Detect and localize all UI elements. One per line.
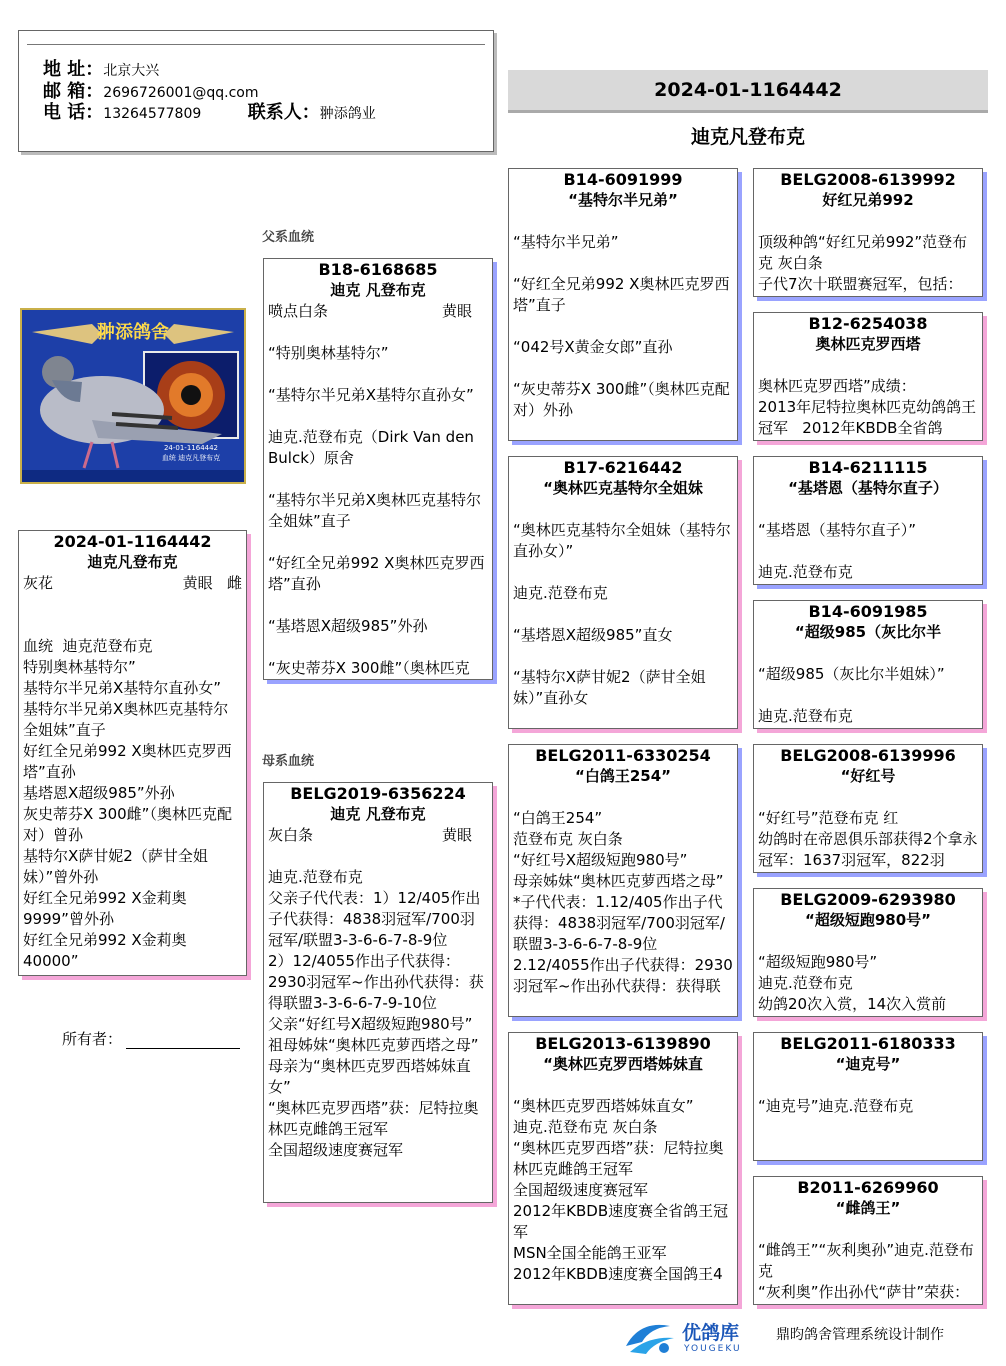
gen3-2-text: “奥林匹克基特尔全姐妹（基特尔直孙女）” 迪克.范登布克 “基塔恩X超级985”直女 “基特尔X萨甘妮2（萨甘全姐妹）”直孙女 [513, 521, 731, 707]
gen3-2-name: “奥林匹克基特尔全姐妹 [543, 479, 703, 497]
subject-eye-sex [183, 573, 242, 594]
gen4-card-7 [753, 1032, 983, 1161]
gen3-3-ring: BELG2011-6330254 [535, 746, 711, 765]
phone-line [43, 98, 376, 124]
sire-traits [264, 301, 492, 322]
dam-section-label: 母系血统 [262, 754, 315, 769]
gen4-1-text: 顶级种鸽“好红兄弟992”范登布克 灰白条 子代7次十联盟赛冠军，包括： [758, 233, 968, 293]
photo-banner: 翀添鸽舍 [97, 322, 169, 343]
subject-traits [19, 573, 246, 594]
gen3-4-ring: BELG2013-6139890 [535, 1034, 711, 1053]
dam-text: 迪克.范登布克 父亲子代代表：1）12/405作出子代获得：4838羽冠军/700羽冠军/联盟3-3-6-6-7-8-9位 2）12/4055作出子代获得：2930羽冠军~作出孙代获得：获得联盟3-3-6-6-7-9-10位 父亲“好红号X超级短跑980号” 祖母姊妹“奥林匹克萝西塔之母” 母亲为“奥林匹克罗西塔姊妹直女” “奥林匹克罗西塔”获：尼特拉奥林匹克雌鸽王冠军 全国超级速度赛冠军 [268, 868, 484, 1159]
sire-text: “特别奥林基特尔” “基特尔半兄弟X基特尔直孙女” 迪克.范登布克（Dirk Van den Bulck）原舍 “基特尔半兄弟X奥林匹克基特尔全姐妹”直子 “好红全兄弟992 X奥林匹克罗西塔”直孙 “基塔恩X超级985”外孙 “灰史蒂芬X 300雌”（奥林匹克 [268, 344, 485, 677]
subject-sex: 雌 [226, 574, 242, 592]
photo-caption-1: 24-01-1164442 [163, 444, 219, 452]
subject-name: 迪克凡登布克 [87, 553, 178, 571]
owner-label: 所有者： [62, 1030, 123, 1048]
gen3-card-3 [508, 744, 738, 1017]
gen4-8-ring: B2011-6269960 [797, 1178, 939, 1197]
gen3-3-text: “白鸽王254” 范登布克 灰白条 “好红号X超级短跑980号” 母亲姊妹“奥林匹克萝西塔之母” *子代代表：1.12/405作出子代获得：4838羽冠军/700羽冠军/联盟3-3-6-6-7-8-9位 2.12/4055作出子代获得：2930羽冠军~作出孙代获得：获得联 [513, 809, 733, 995]
gen4-4-ring: B14-6091985 [808, 602, 928, 621]
gen4-5-ring: BELG2008-6139996 [780, 746, 956, 765]
brand-name: 优鸽库 [682, 1322, 740, 1344]
gen4-5-text: “好红号”范登布克 红 幼鸽时在帝恩俱乐部获得2个拿永冠军：1637羽冠军，822羽 [758, 809, 978, 869]
divider [27, 44, 485, 45]
contact-label: 联系人： [247, 102, 320, 123]
owner-line [62, 1028, 240, 1049]
contact-card [18, 30, 494, 152]
gen4-5-name: “好红号 [840, 767, 896, 785]
gen4-6-text: “超级短跑980号” 迪克.范登布克 幼鸽20次入赏，14次入赏前 [758, 953, 947, 1013]
subject-color: 灰花 [23, 574, 54, 592]
gen4-4-text: “超级985（灰比尔半姐妹）” 迪克.范登布克 [758, 665, 945, 725]
sire-card [263, 258, 493, 680]
gen3-1-name: “基特尔半兄弟” [568, 191, 678, 209]
email-value: 2696726001@qq.com [103, 85, 259, 101]
gen3-1-text: “基特尔半兄弟” “好红全兄弟992 X奥林匹克罗西塔”直子 “042号X黄金女郎”直孙 “灰史蒂芬X 300雌”（奥林匹克配对）外孙 [513, 233, 730, 419]
dam-card [263, 782, 493, 1203]
gen3-2-ring: B17-6216442 [563, 458, 683, 477]
footer [620, 1316, 1000, 1360]
header-name: 迪克凡登布克 [690, 126, 805, 148]
gen4-2-ring: B12-6254038 [808, 314, 928, 333]
owner-signature-line [126, 1032, 240, 1049]
brand-logo-icon [620, 1316, 680, 1360]
gen3-1-ring: B14-6091999 [563, 170, 683, 189]
gen3-card-2 [508, 456, 738, 729]
gen4-7-name: “迪克号” [835, 1055, 901, 1073]
gen3-card-1 [508, 168, 738, 441]
gen4-8-text: “雌鸽王”“灰利奥孙”迪克.范登布克 “灰利奥”作出孙代“萨甘”荣获： [758, 1241, 974, 1301]
gen4-card-1 [753, 168, 983, 297]
gen4-6-name: “超级短跑980号” [804, 911, 932, 929]
brand-name-en: YOUGEKU [684, 1344, 742, 1354]
gen3-card-4 [508, 1032, 738, 1305]
dam-color: 灰白条 [268, 826, 314, 844]
gen4-card-6 [753, 888, 983, 1017]
gen4-3-text: “基塔恩（基特尔直子）” 迪克.范登布克 [758, 521, 917, 581]
gen4-card-2 [753, 312, 983, 441]
dam-traits [264, 825, 492, 846]
gen4-card-8 [753, 1176, 983, 1305]
subject-pedigree-text: 血统 迪克范登布克 特别奥林基特尔” 基特尔半兄弟X基特尔直孙女” 基特尔半兄弟X奥林匹克基特尔全姐妹”直子 好红全兄弟992 X奥林匹克罗西塔”直孙 基塔恩X超级985”外孙 灰史蒂芬X 300雌”（奥林匹克配对）曾孙 基特尔X萨甘妮2（萨甘全姐妹）”曾外孙 好红全兄弟992 X金莉奥9999”曾外孙 好红全兄弟992 X金莉奥40000” [23, 637, 232, 970]
gen4-2-text: 奥林匹克罗西塔”成绩： 2013年尼特拉奥林匹克幼鸽鸽王冠军 2012年KBDB全省鸽 [758, 377, 977, 437]
gen4-8-name: “雌鸽王” [835, 1199, 901, 1217]
phone-label: 电 话： [43, 102, 104, 123]
dam-ring: BELG2019-6356224 [290, 784, 466, 803]
sire-section-label: 父系血统 [262, 230, 315, 245]
footer-credit: 鼎昀鸽舍管理系统设计制作 [776, 1327, 944, 1343]
subject-ring: 2024-01-1164442 [53, 532, 212, 551]
sire-name: 迪克 凡登布克 [330, 281, 426, 299]
dam-eye: 黄眼 [441, 826, 472, 844]
gen4-card-4 [753, 600, 983, 729]
phone-value: 13264577809 [103, 106, 202, 122]
gen4-3-name: “基塔恩（基特尔直子） [788, 479, 948, 497]
address-value: 北京大兴 [103, 63, 160, 79]
subject-eye: 黄眼 [182, 574, 213, 592]
contact-value: 翀添鸽业 [319, 106, 376, 122]
photo-caption-2: 血统 迪克凡登布克 [161, 454, 221, 462]
gen4-2-name: 奥林匹克罗西塔 [815, 335, 921, 353]
gen3-3-name: “白鸽王254” [574, 767, 672, 785]
gen4-card-5 [753, 744, 983, 873]
address-label: 地 址： [43, 59, 104, 80]
gen4-1-name: 好红兄弟992 [822, 191, 914, 209]
pigeon-photo [20, 308, 246, 484]
gen4-1-ring: BELG2008-6139992 [780, 170, 956, 189]
gen3-4-name: “奥林匹克罗西塔姊妹直 [543, 1055, 703, 1073]
gen4-7-ring: BELG2011-6180333 [780, 1034, 956, 1053]
subject-card [18, 530, 247, 976]
gen4-4-name: “超级985（灰比尔半 [794, 623, 942, 641]
sire-eye: 黄眼 [441, 302, 472, 320]
gen4-3-ring: B14-6211115 [808, 458, 928, 477]
gen4-7-text: “迪克号”迪克.范登布克 [758, 1097, 914, 1115]
gen4-card-3 [753, 456, 983, 585]
header-ring: 2024-01-1164442 [508, 70, 988, 113]
sire-color: 喷点白条 [268, 302, 329, 320]
email-label: 邮 箱： [43, 81, 104, 102]
gen3-4-text: “奥林匹克罗西塔姊妹直女” 迪克.范登布克 灰白条 “奥林匹克罗西塔”获：尼特拉奥林匹克雌鸽王冠军 全国超级速度赛冠军 2012年KBDB速度赛全省鸽王冠军 MSN全国全能鸽王亚军 2012年KBDB速度赛全国鸽王4 [513, 1097, 729, 1283]
gen4-6-ring: BELG2009-6293980 [780, 890, 956, 909]
sire-ring: B18-6168685 [318, 260, 438, 279]
dam-name: 迪克 凡登布克 [330, 805, 426, 823]
